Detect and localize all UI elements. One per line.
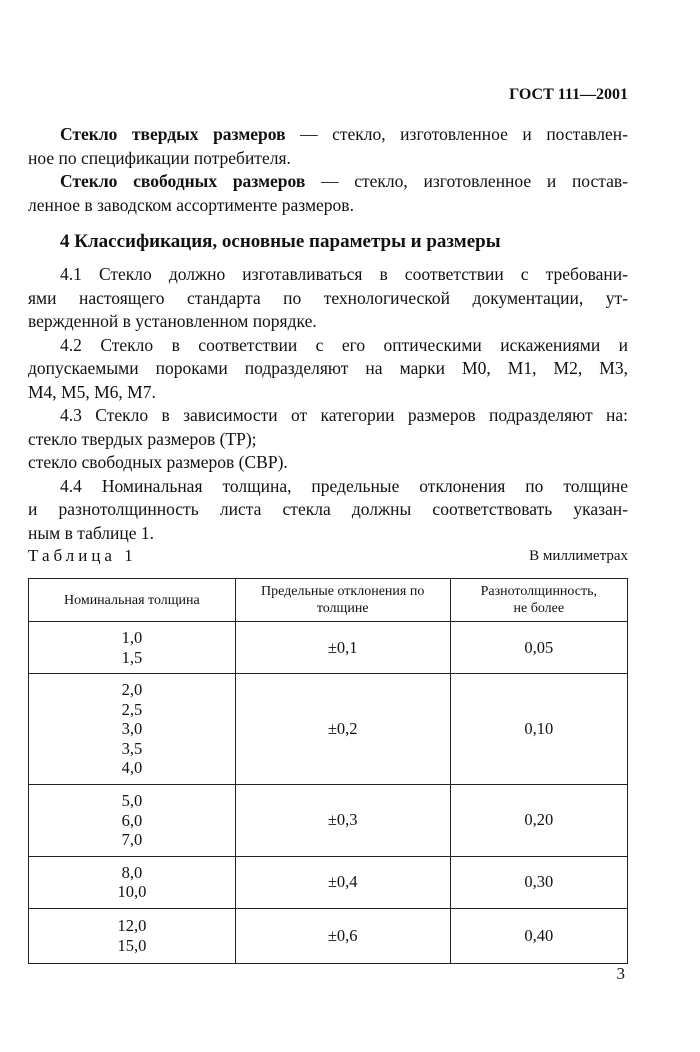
thickness-value: 4,0 [121, 758, 143, 778]
deviation-cell: ±0,4 [235, 856, 450, 908]
document-id: ГОСТ 111—2001 [509, 86, 628, 103]
thickness-value: 1,5 [121, 647, 143, 667]
deviation-cell: ±0,3 [235, 785, 450, 857]
paragraph-line: 4.4 Номинальная толщина, предельные отклонения по толщине [60, 475, 628, 496]
thickness-value: 15,0 [117, 935, 147, 955]
table-label: Таблица 1 [28, 546, 137, 565]
thickness-cell [29, 785, 236, 857]
page-number: 3 [616, 964, 625, 983]
paragraph-line: 4.1 Стекло должно изготавливаться в соответствии с требовани- [60, 264, 628, 284]
paragraph-line: 4.2 Стекло в соответствии с его оптическими искажениями и [60, 334, 628, 355]
deviation-cell: ±0,1 [235, 622, 450, 674]
paragraph-line: допускаемыми пороками подразделяют на марки М0, М1, М2, М3, [28, 358, 628, 378]
thickness-value: 2,5 [121, 699, 143, 719]
variation-cell: 0,05 [450, 622, 627, 674]
definition-line [28, 123, 628, 147]
table-row [29, 908, 628, 963]
deviation-cell: ±0,6 [235, 908, 450, 963]
paragraph-line: вержденной в установленном порядке. [28, 311, 317, 331]
column-header: Номинальная толщина [29, 579, 236, 622]
thickness-value: 2,0 [121, 680, 143, 700]
paragraph-line: стекло свободных размеров (СВР). [28, 452, 288, 472]
paragraph-line: 4.3 Стекло в зависимости от категории размеров подразделяют на: [60, 405, 628, 425]
definition-line [28, 170, 628, 194]
table-row [29, 856, 628, 908]
section-heading: 4 Классификация, основные параметры и размеры [60, 231, 501, 252]
definition-text: ленное в заводском ассортименте размеров. [28, 194, 354, 215]
variation-cell: 0,20 [450, 785, 627, 857]
definition-text: — стекло, изготовленное и поставлен- [285, 124, 628, 144]
thickness-value: 5,0 [121, 791, 143, 810]
thickness-cell [29, 622, 236, 674]
thickness-table [28, 578, 628, 964]
column-header: Разнотолщинность, не более [450, 579, 627, 622]
variation-cell: 0,40 [450, 908, 627, 963]
thickness-value: 1,0 [121, 628, 143, 647]
deviation-cell: ±0,2 [235, 674, 450, 785]
definition-line [28, 147, 628, 171]
paragraph-line: и разнотолщинность листа стекла должны соответствовать указан- [28, 499, 628, 519]
definition-text: ное по спецификации потребителя. [28, 147, 291, 168]
thickness-cell [29, 856, 236, 908]
thickness-value: 8,0 [121, 862, 143, 882]
column-header: Предельные отклонения по толщине [235, 579, 450, 622]
thickness-value: 6,0 [121, 810, 143, 830]
definition-line [28, 194, 628, 218]
definition-term: Стекло твердых размеров [60, 124, 286, 144]
thickness-value: 12,0 [117, 916, 147, 935]
thickness-value: 7,0 [121, 830, 143, 849]
thickness-value: 10,0 [117, 882, 147, 901]
thickness-cell [29, 674, 236, 785]
table-row [29, 622, 628, 674]
paragraph-line: ями настоящего стандарта по технологической документации, ут- [28, 287, 628, 308]
variation-cell: 0,10 [450, 674, 627, 785]
definition-term: Стекло свободных размеров [60, 171, 306, 191]
table-units: В миллиметрах [529, 548, 628, 564]
body-text [28, 123, 628, 545]
thickness-cell [29, 908, 236, 963]
variation-cell: 0,30 [450, 856, 627, 908]
table-row [29, 674, 628, 785]
thickness-value: 3,5 [121, 738, 143, 758]
paragraph-line: ным в таблице 1. [28, 522, 155, 543]
table-row [29, 785, 628, 857]
paragraph-line: стекло твердых размеров (ТР); [28, 428, 257, 449]
thickness-value: 3,0 [121, 719, 143, 739]
paragraph-line: М4, М5, М6, М7. [28, 381, 156, 402]
definition-text: — стекло, изготовленное и постав- [305, 171, 628, 191]
